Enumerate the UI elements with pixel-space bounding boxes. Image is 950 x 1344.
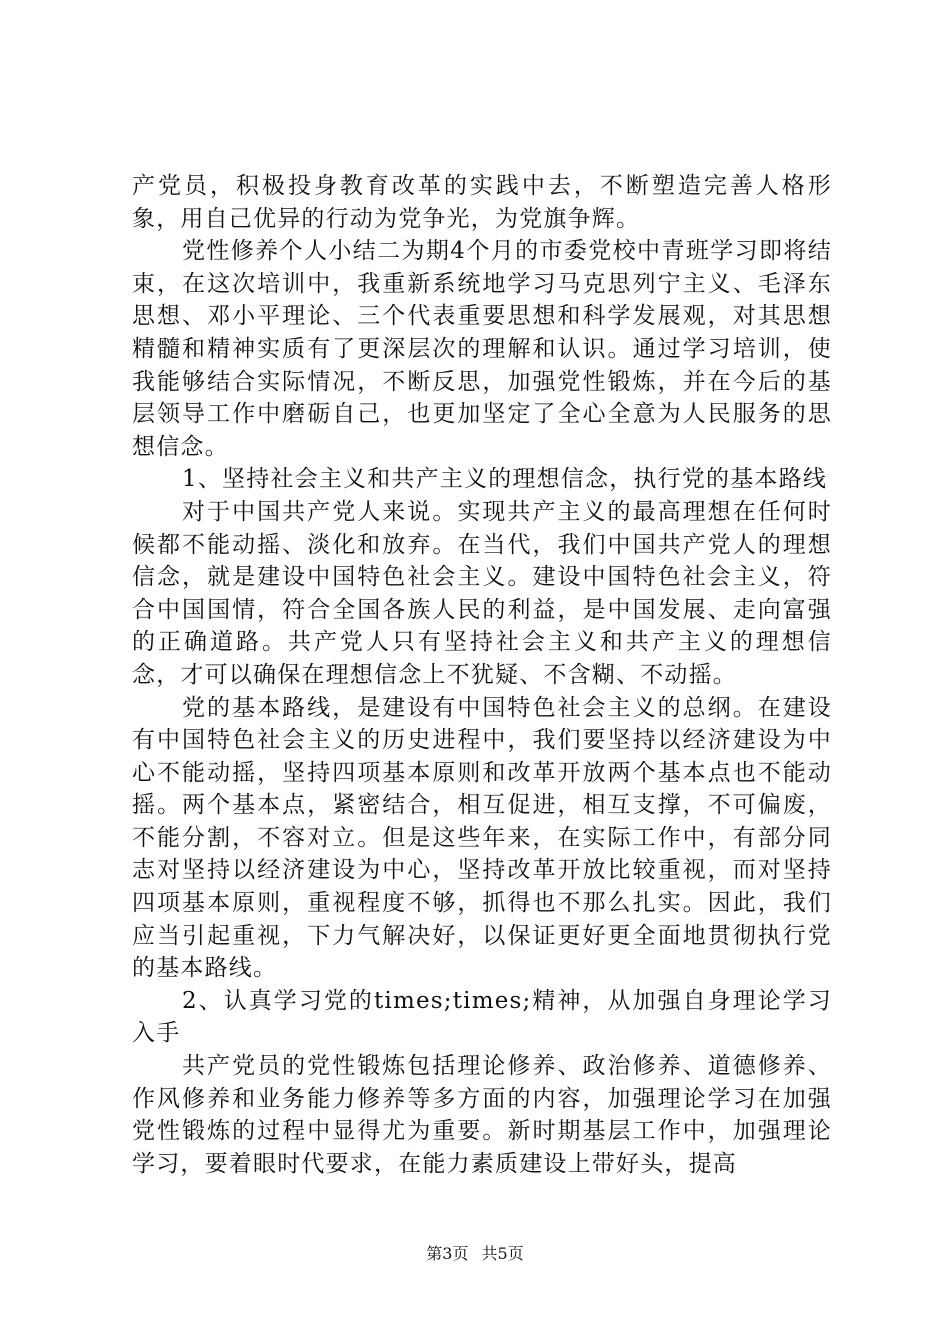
document-body	[132, 170, 832, 1180]
section-heading-2: 2、认真学习党的times;times;精神，从加强自身理论学习入手	[132, 987, 832, 1047]
page-number: 第3页	[426, 1244, 469, 1263]
paragraph-ideals: 对于中国共产党人来说。实现共产主义的最高理想在任何时候都不能动摇、淡化和放弃。在当代，我们中国共产党人的理想信念，就是建设中国特色社会主义。建设中国特色社会主义，符合中国国情，符合全国各族人民的利益，是中国发展、走向富强的正确道路。共产党人只有坚持社会主义和共产主义的理想信念，才可以确保在理想信念上不犹疑、不含糊、不动摇。	[132, 498, 832, 688]
page-total: 共5页	[481, 1244, 524, 1263]
paragraph-basic-line: 党的基本路线，是建设有中国特色社会主义的总纲。在建设有中国特色社会主义的历史进程中，我们要坚持以经济建设为中心不能动摇，坚持四项基本原则和改革开放两个基本点也不能动摇。两个基本点，紧密结合，相互促进，相互支撑，不可偏废，不能分割，不容对立。但是这些年来，在实际工作中，有部分同志对坚持以经济建设为中心，坚持改革开放比较重视，而对坚持四项基本原则，重视程度不够，抓得也不那么扎实。因此，我们应当引起重视，下力气解决好，以保证更好更全面地贯彻执行党的基本路线。	[132, 694, 832, 982]
section-heading-1: 1、坚持社会主义和共产主义的理想信念，执行党的基本路线	[182, 466, 828, 493]
page-footer	[0, 1244, 950, 1264]
paragraph-continuation: 产党员，积极投身教育改革的实践中去，不断塑造完善人格形象，用自己优异的行动为党争光，为党旗争辉。	[132, 173, 832, 232]
paragraph-summary-intro: 党性修养个人小结二为期4个月的市委党校中青班学习即将结束，在这次培训中，我重新系统地学习马克思列宁主义、毛泽东思想、邓小平理论、三个代表重要思想和科学发展观，对其思想精髓和精神实质有了更深层次的理解和认识。通过学习培训，使我能够结合实际情况，不断反思，加强党性锻炼，并在今后的基层领导工作中磨砺自己，也更加坚定了全心全意为人民服务的思想信念。	[132, 238, 832, 460]
paragraph-theory-study: 共产党员的党性锻炼包括理论修养、政治修养、道德修养、作风修养和业务能力修养等多方面的内容，加强理论学习在加强党性锻炼的过程中显得尤为重要。新时期基层工作中，加强理论学习，要着眼时代要求，在能力素质建设上带好头，提高	[132, 1053, 832, 1177]
